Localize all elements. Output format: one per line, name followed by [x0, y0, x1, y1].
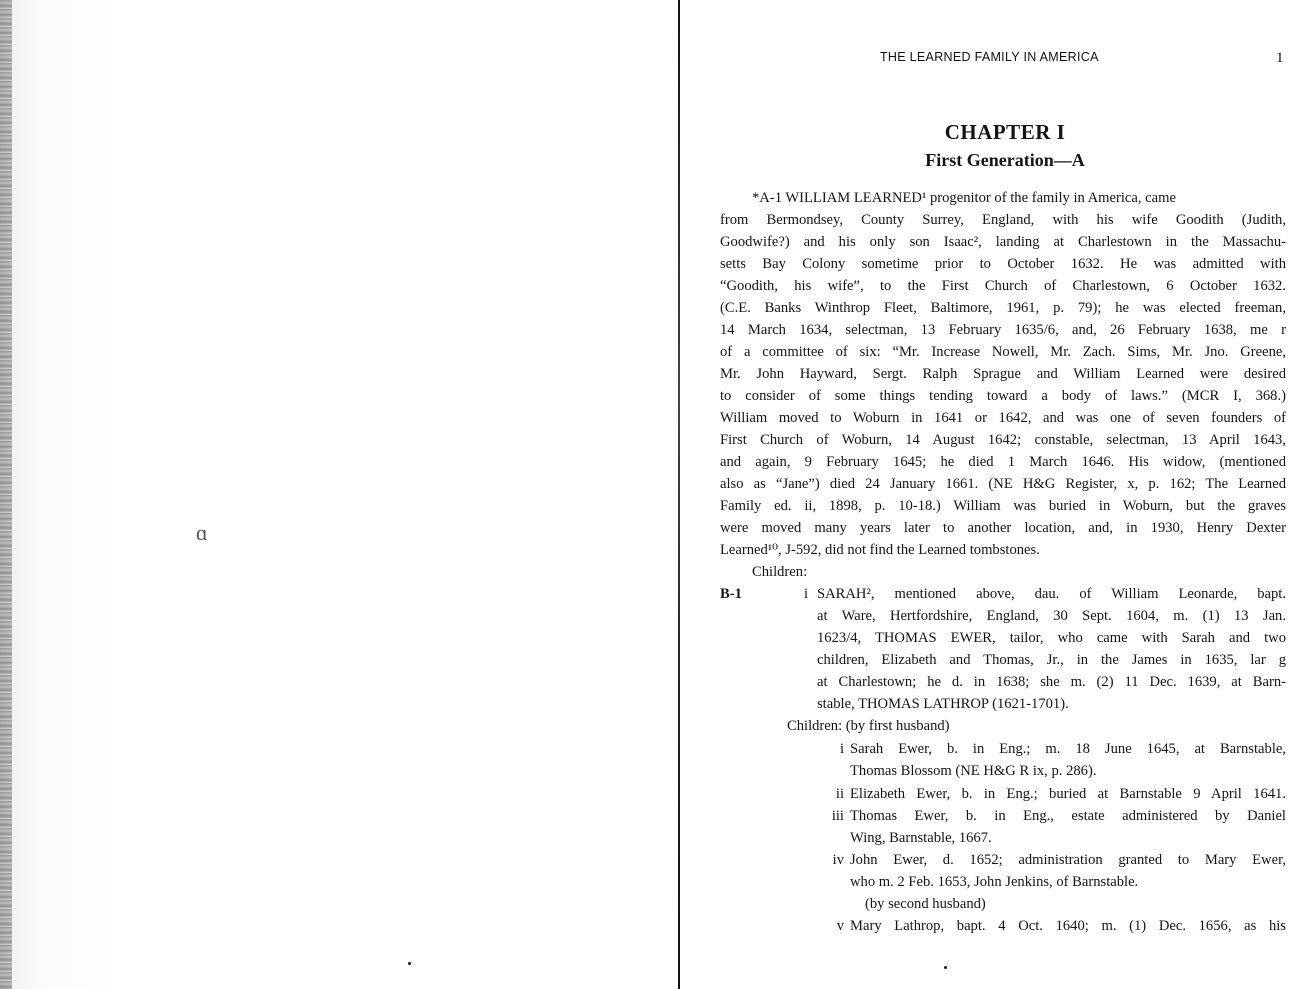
child-numeral: iii	[831, 808, 844, 824]
b1-line: SARAH², mentioned above, dau. of William Leonarde, bapt.	[817, 586, 1286, 602]
children-label: Children: (by first husband)	[787, 718, 950, 734]
child-line: Thomas Blossom (NE H&G R ix, p. 286).	[850, 763, 1097, 779]
child-line: Thomas Ewer, b. in Eng., estate administered by Daniel	[850, 808, 1286, 824]
left-page-edge	[0, 0, 12, 989]
b1-line: children, Elizabeth and Thomas, Jr., in the James in 1635, lar g	[817, 652, 1286, 668]
child-line: Elizabeth Ewer, b. in Eng.; buried at Barnstable 9 April 1641.	[850, 786, 1286, 802]
b1-line: at Charlestown; he d. in 1638; she m. (2) 11 Dec. 1639, at Barn-	[817, 674, 1286, 690]
entry-line: to consider of some things tending toward a body of laws.” (MCR I, 368.)	[720, 388, 1286, 404]
child-line: Wing, Barnstable, 1667.	[850, 830, 992, 846]
child-line: who m. 2 Feb. 1653, John Jenkins, of Barnstable.	[850, 874, 1139, 890]
entry-line: setts Bay Colony sometime prior to October 1632. He was admitted with	[720, 256, 1286, 272]
page-number: 1	[1276, 50, 1284, 66]
entry-line: from Bermondsey, County Surrey, England, with his wife Goodith (Judith,	[720, 212, 1286, 228]
child-line: John Ewer, d. 1652; administration granted to Mary Ewer,	[850, 852, 1286, 868]
children-label: Children:	[752, 564, 808, 580]
entry-line: and again, 9 February 1645; he died 1 March 1646. His widow, (mentioned	[720, 454, 1286, 470]
entry-line: William moved to Woburn in 1641 or 1642, and was one of seven founders of	[720, 410, 1286, 426]
b1-line: 1623/4, THOMAS EWER, tailor, who came with Sarah and two	[817, 630, 1286, 646]
entry-line: Family ed. ii, 1898, p. 10-18.) William was buried in Woburn, but the graves	[720, 498, 1286, 514]
entry-line: First Church of Woburn, 14 August 1642; constable, selectman, 13 April 1643,	[720, 432, 1286, 448]
entry-line: were moved many years later to another location, and, in 1930, Henry Dexter	[720, 520, 1286, 536]
entry-tag: B-1	[720, 586, 742, 602]
running-head: THE LEARNED FAMILY IN AMERICA	[880, 50, 1099, 64]
entry-line: Mr. John Hayward, Sergt. Ralph Sprague and William Learned were desired	[720, 366, 1286, 382]
b1-line: at Ware, Hertfordshire, England, 30 Sept. 1604, m. (1) 13 Jan.	[817, 608, 1286, 624]
child-numeral: v	[836, 918, 844, 934]
chapter-subtitle: First Generation—A	[925, 150, 1085, 170]
right-page	[680, 0, 1292, 989]
entry-line: 14 March 1634, selectman, 13 February 1635/6, and, 26 February 1638, me r	[720, 322, 1286, 338]
child-numeral: ii	[835, 786, 844, 802]
child-line: Sarah Ewer, b. in Eng.; m. 18 June 1645, at Barnstable,	[850, 741, 1286, 757]
margin-mark: ɑ	[196, 520, 208, 545]
entry-line: Learned¹⁰, J-592, did not find the Learned tombstones.	[720, 542, 1040, 558]
entry-line: of a committee of six: “Mr. Increase Nowell, Mr. Zach. Sims, Mr. Jno. Greene,	[720, 344, 1286, 360]
child-numeral: iv	[832, 852, 844, 868]
entry-line: *A-1 WILLIAM LEARNED¹ progenitor of the family in America, came	[752, 190, 1176, 206]
speck	[408, 962, 411, 965]
speck	[944, 966, 947, 969]
child-numeral: i	[839, 741, 844, 757]
second-husband-label: (by second husband)	[865, 896, 986, 912]
entry-line: (C.E. Banks Winthrop Fleet, Baltimore, 1961, p. 79); he was elected freeman,	[720, 300, 1286, 316]
b1-line: stable, THOMAS LATHROP (1621-1701).	[817, 696, 1069, 712]
entry-line: “Goodith, his wife”, to the First Church of Charlestown, 6 October 1632.	[720, 278, 1286, 294]
child-line: Mary Lathrop, bapt. 4 Oct. 1640; m. (1) Dec. 1656, as his	[850, 918, 1286, 934]
chapter-title: CHAPTER I	[944, 120, 1066, 144]
child-numeral: i	[803, 586, 808, 602]
entry-line: Goodwife?) and his only son Isaac², landing at Charlestown in the Massachu-	[720, 234, 1286, 250]
entry-line: also as “Jane”) died 24 January 1661. (NE H&G Register, x, p. 162; The Learned	[720, 476, 1286, 492]
